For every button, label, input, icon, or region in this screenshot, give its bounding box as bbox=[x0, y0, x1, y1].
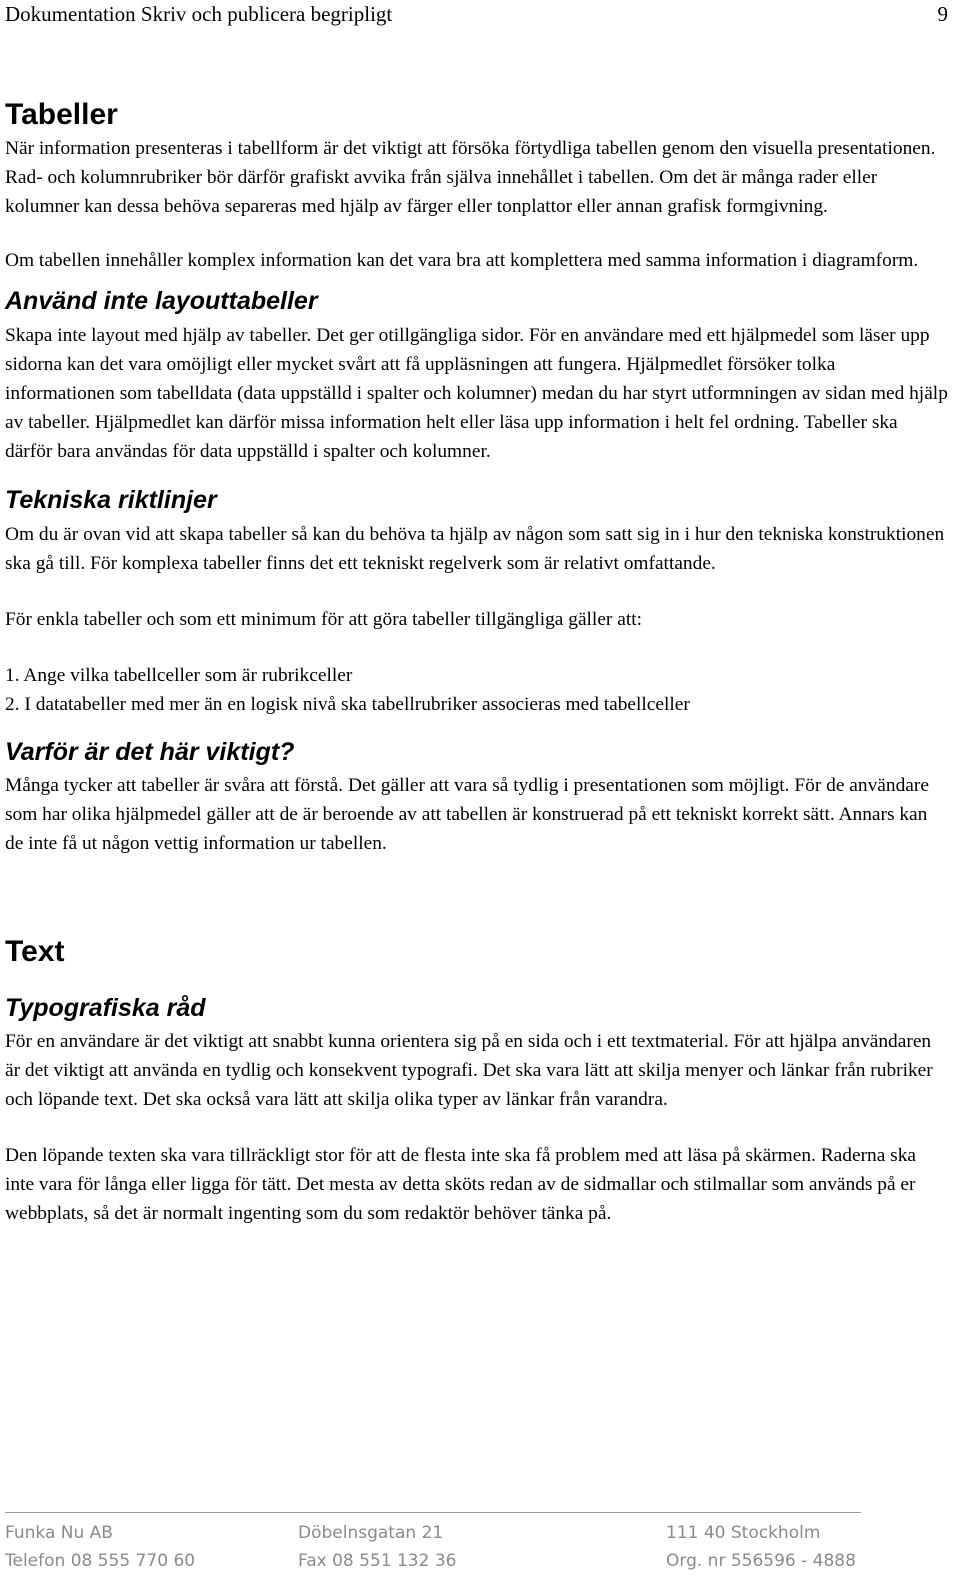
heading-text: Text bbox=[5, 935, 65, 968]
paragraph: Om du är ovan vid att skapa tabeller så kan du behöva ta hjälp av någon som satt sig in i hur den tekniska konstruktionen ska gå till. För komplexa tabeller finns det ett tekniskt regelverk som är relativt omfattande. bbox=[5, 524, 945, 574]
paragraph: Många tycker att tabeller är svåra att förstå. Det gäller att vara så tydlig i presentationen som möjligt. För de användare som har olika hjälpmedel gäller att de är beroende av att tabellen är konstruerad på ett tekniskt korrekt sätt. Annars kan de inte få ut någon vettig information ur tabellen. bbox=[5, 775, 929, 854]
paragraph: För enkla tabeller och som ett minimum för att göra tabeller tillgängliga gäller att: bbox=[5, 609, 643, 630]
list-item: 1. Ange vilka tabellceller som är rubrikceller bbox=[5, 665, 353, 686]
footer-row bbox=[5, 1519, 865, 1547]
footer-fax: Fax 08 551 132 36 bbox=[298, 1551, 457, 1571]
footer-org-number: Org. nr 556596 - 4888 bbox=[666, 1551, 856, 1571]
footer-row bbox=[5, 1547, 865, 1575]
heading-typografiska-rad: Typografiska råd bbox=[5, 994, 206, 1022]
heading-anvand-inte-layouttabeller: Använd inte layouttabeller bbox=[5, 287, 318, 315]
paragraph: Skapa inte layout med hjälp av tabeller. Det ger otillgängliga sidor. För en användare med ett hjälpmedel som läser upp sidorna kan det vara omöjligt eller mycket svårt att få uppläsningen att fungera. Hjälpmedlet försöker tolka informationen som tabelldata (data uppställd i spalter och kolumner) medan du har styrt utformningen av sidan med hjälp av tabeller. Hjälpmedlet kan därför missa information helt eller läsa upp information i helt fel ordning. Tabeller ska därför bara användas för data uppställd i spalter och kolumner. bbox=[5, 325, 948, 462]
footer-divider bbox=[5, 1512, 861, 1513]
footer-city: 111 40 Stockholm bbox=[666, 1523, 821, 1543]
page-content bbox=[5, 96, 948, 1228]
paragraph: Den löpande texten ska vara tillräckligt stor för att de flesta inte ska få problem med att läsa på skärmen. Raderna ska inte vara för långa eller ligga för tätt. Det mesta av detta sköts redan av de sidmallar och stilmallar som används på er webbplats, så det är normalt ingenting som du som redaktör behöver tänka på. bbox=[5, 1145, 917, 1224]
page-number: 9 bbox=[937, 2, 948, 26]
footer-company: Funka Nu AB bbox=[5, 1523, 113, 1543]
footer-street: Döbelnsgatan 21 bbox=[298, 1523, 444, 1543]
paragraph: För en användare är det viktigt att snabbt kunna orientera sig på en sida och i ett textmaterial. För att hjälpa användaren är det viktigt att använda en tydlig och konsekvent typografi. Det ska vara lätt att skilja menyer och länkar från rubriker och löpande text. Det ska också vara lätt att skilja olika typer av länkar från varandra. bbox=[5, 1031, 933, 1110]
heading-tekniska-riktlinjer: Tekniska riktlinjer bbox=[5, 486, 217, 514]
page-footer bbox=[5, 1512, 865, 1575]
page-header bbox=[5, 0, 948, 30]
paragraph: När information presenteras i tabellform är det viktigt att försöka förtydliga tabellen genom den visuella presentationen. Rad- och kolumnrubriker bör därför grafiskt avvika från själva innehållet i tabellen. Om det är många rader eller kolumner kan dessa behöva separeras med hjälp av färger eller tonplattor eller annan grafisk formgivning. bbox=[5, 138, 936, 217]
heading-varfor: Varför är det här viktigt? bbox=[5, 738, 295, 766]
document-title: Dokumentation Skriv och publicera begripligt bbox=[5, 2, 393, 26]
list-item: 2. I datatabeller med mer än en logisk nivå ska tabellrubriker associeras med tabellceller bbox=[5, 694, 690, 715]
heading-tabeller: Tabeller bbox=[5, 98, 118, 131]
paragraph: Om tabellen innehåller komplex information kan det vara bra att komplettera med samma information i diagramform. bbox=[5, 250, 919, 271]
footer-phone: Telefon 08 555 770 60 bbox=[5, 1551, 196, 1571]
